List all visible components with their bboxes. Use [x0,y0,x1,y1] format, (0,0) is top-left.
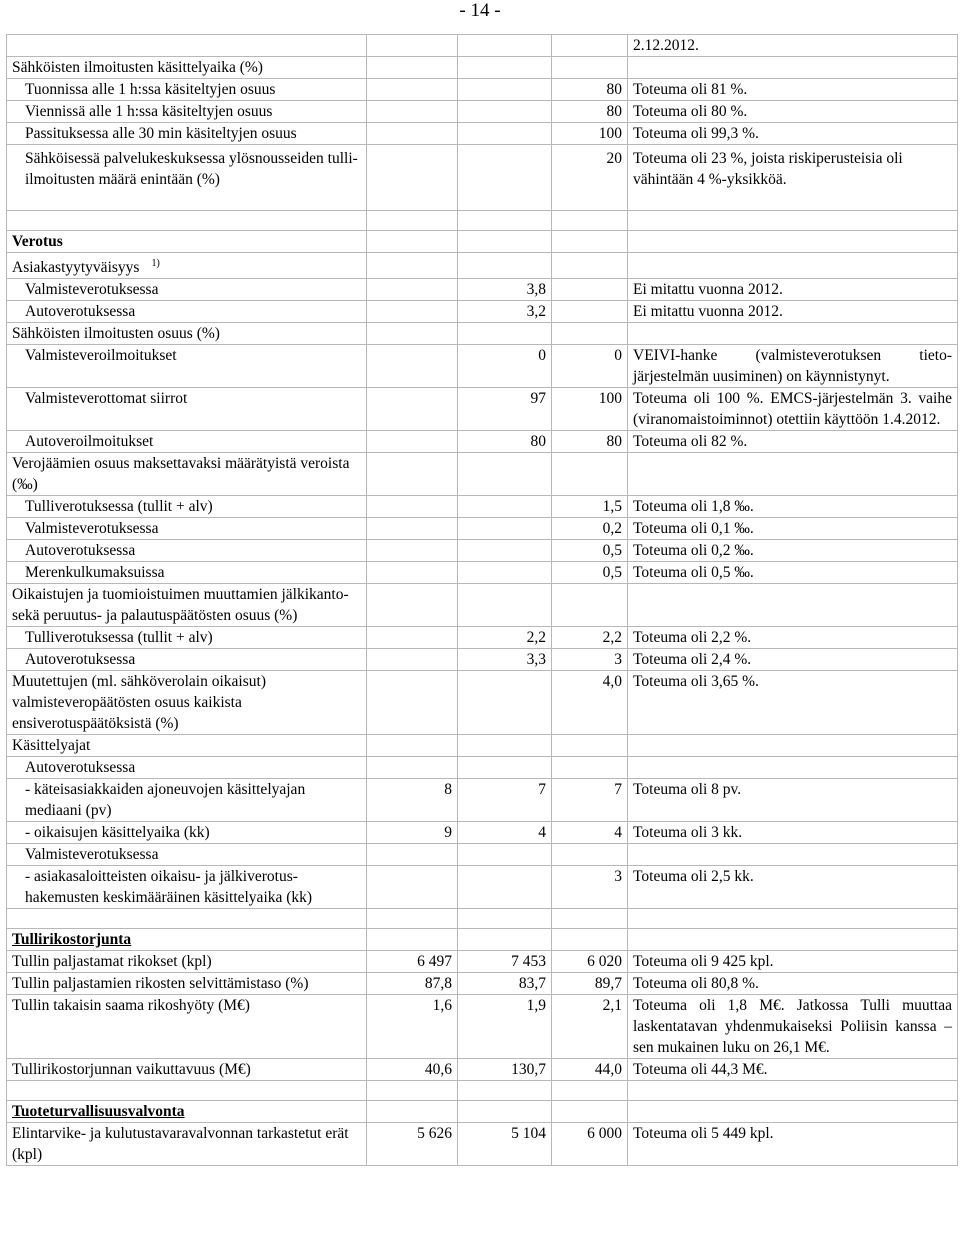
table-row [7,671,958,735]
comment: Toteuma oli 2,2 %. [628,627,958,649]
comment: Toteuma oli 2,5 kk. [628,866,958,909]
subheader-row [7,323,958,345]
row-label: Tuonnissa alle 1 h:ssa käsiteltyjen osuus [7,79,367,101]
footnote-marker: 1) [151,258,160,269]
target-value: 6 000 [552,1123,628,1166]
table-row [7,995,958,1059]
section-title: Tullirikostorjunta [7,929,367,951]
value-2011: 97 [458,388,552,431]
value-2010: 1,6 [367,995,458,1059]
row-label: Autoveroilmoitukset [7,431,367,453]
value-2011: 7 453 [458,951,552,973]
target-value: 2,1 [552,995,628,1059]
value-2011: 2,2 [458,627,552,649]
row-label: Muutettujen (ml. sähköverolain oikaisut) valmisteveropäätösten osuus kaikista ensiverotuspäätöksistä (%) [7,671,367,735]
section-title-row [7,1101,958,1123]
value-2011: 1,9 [458,995,552,1059]
comment: Toteuma oli 99,3 %. [628,123,958,145]
comment: Toteuma oli 80,8 %. [628,973,958,995]
subheader-row [7,584,958,627]
table-row [7,301,958,323]
comment: Toteuma oli 81 %. [628,79,958,101]
value-2010: 6 497 [367,951,458,973]
row-label: Valmisteverotuksessa [7,518,367,540]
table-row [7,866,958,909]
value-2010: 9 [367,822,458,844]
section-title-row [7,231,958,253]
comment: Toteuma oli 80 %. [628,101,958,123]
comment: Toteuma oli 82 %. [628,431,958,453]
value-2010: 40,6 [367,1059,458,1081]
row-label: Elintarvike- ja kulutustavaravalvonnan tarkastetut erät (kpl) [7,1123,367,1166]
comment: Ei mitattu vuonna 2012. [628,301,958,323]
row-label: Valmisteverottomat siirrot [7,388,367,431]
subheader-label: Sähköisten ilmoitusten osuus (%) [7,323,367,345]
row-label: Passituksessa alle 30 min käsiteltyjen osuus [7,123,367,145]
row-label: Merenkulkumaksuissa [7,562,367,584]
comment: Toteuma oli 5 449 kpl. [628,1123,958,1166]
target-value: 3 [552,866,628,909]
comment: Toteuma oli 0,2 ‰. [628,540,958,562]
row-label: Tulliverotuksessa (tullit + alv) [7,496,367,518]
comment: Toteuma oli 1,8 ‰. [628,496,958,518]
section-title: Verotus [7,231,367,253]
comment: Toteuma oli 3 kk. [628,822,958,844]
target-value: 100 [552,123,628,145]
target-value: 0,5 [552,562,628,584]
spacer-row [7,1081,958,1101]
target-value: 0,5 [552,540,628,562]
comment: Toteuma oli 44,3 M€. [628,1059,958,1081]
table-row [7,123,958,145]
table-row [7,279,958,301]
target-value: 1,5 [552,496,628,518]
section-title: Tuoteturvallisuusvalvonta [7,1101,367,1123]
subheader-row [7,757,958,779]
spacer-row [7,211,958,231]
comment: Toteuma oli 100 %. EMCS-järjestelmän 3. vaihe (viranomaistoiminnot) otettiin käyttöön 1.4.2012. [628,388,958,431]
table-row [7,388,958,431]
date-row [7,35,958,57]
table-row [7,649,958,671]
row-label: Autoverotuksessa [7,540,367,562]
row-label: - oikaisujen käsittelyaika (kk) [7,822,367,844]
comment: Toteuma oli 1,8 M€. Jatkossa Tulli muuttaa laskentatavan yhdenmukaiseksi Poliisin kanssa – sen mukainen luku on 26,1 M€. [628,995,958,1059]
table-row [7,518,958,540]
table-row [7,496,958,518]
table-row [7,1123,958,1166]
value-2011: 3,3 [458,649,552,671]
table-row [7,627,958,649]
row-label: Tullin takaisin saama rikoshyöty (M€) [7,995,367,1059]
table-row [7,951,958,973]
comment: Toteuma oli 0,1 ‰. [628,518,958,540]
value-2011: 0 [458,345,552,388]
table-row [7,1059,958,1081]
target-value: 7 [552,779,628,822]
target-value: 20 [552,145,628,211]
section-title-row [7,929,958,951]
subheader-row [7,253,958,279]
table-row [7,431,958,453]
target-value: 80 [552,79,628,101]
row-label: Viennissä alle 1 h:ssa käsiteltyjen osuus [7,101,367,123]
section-header-row [7,57,958,79]
value-2011: 83,7 [458,973,552,995]
spacer-row [7,909,958,929]
subheader-label: Käsittelyajat [7,735,367,757]
value-2010: 87,8 [367,973,458,995]
row-label: - asiakasaloitteisten oikaisu- ja jälkiverotus-hakemusten keskimääräinen käsittelyaika (kk) [7,866,367,909]
row-label: Autoverotuksessa [7,301,367,323]
value-2011: 5 104 [458,1123,552,1166]
subheader-label: Verojäämien osuus maksettavaksi määrätyistä veroista (‰) [7,453,367,496]
subheader-label: Asiakastyytyväisyys [12,259,140,276]
comment: Toteuma oli 9 425 kpl. [628,951,958,973]
section-label: Sähköisten ilmoitusten käsittelyaika (%) [7,57,367,79]
row-label: Autoverotuksessa [7,649,367,671]
subheader-row [7,844,958,866]
target-value: 100 [552,388,628,431]
target-value: 0,2 [552,518,628,540]
comment: Toteuma oli 3,65 %. [628,671,958,735]
table-row [7,79,958,101]
table-row [7,973,958,995]
table-row [7,779,958,822]
row-label: Tullin paljastamien rikosten selvittämistaso (%) [7,973,367,995]
table-row [7,101,958,123]
document-date: 2.12.2012. [628,35,958,57]
comment: Toteuma oli 8 pv. [628,779,958,822]
subheader-label: Valmisteverotuksessa [7,844,367,866]
value-2011: 80 [458,431,552,453]
row-label: Valmisteverotuksessa [7,279,367,301]
value-2011: 7 [458,779,552,822]
subheader-row [7,735,958,757]
value-2011: 3,8 [458,279,552,301]
subheader-label: Autoverotuksessa [7,757,367,779]
target-value: 6 020 [552,951,628,973]
target-value: 3 [552,649,628,671]
row-label: Tullin paljastamat rikokset (kpl) [7,951,367,973]
table-row [7,145,958,211]
row-label: Tullirikostorjunnan vaikuttavuus (M€) [7,1059,367,1081]
value-2011: 130,7 [458,1059,552,1081]
table-row [7,562,958,584]
comment: Toteuma oli 23 %, joista riskiperusteisia oli vähintään 4 %-yksikköä. [628,145,958,211]
target-value: 80 [552,101,628,123]
value-2011: 3,2 [458,301,552,323]
target-value: 44,0 [552,1059,628,1081]
target-value: 80 [552,431,628,453]
row-label: - käteisasiakkaiden ajoneuvojen käsittelyajan mediaani (pv) [7,779,367,822]
target-value: 4 [552,822,628,844]
target-value: 89,7 [552,973,628,995]
row-label: Valmisteveroilmoitukset [7,345,367,388]
subheader-label: Oikaistujen ja tuomioistuimen muuttamien jälkikanto- sekä peruutus- ja palautuspäätösten osuus (%) [7,584,367,627]
table-row [7,540,958,562]
table-row [7,822,958,844]
comment: Toteuma oli 0,5 ‰. [628,562,958,584]
row-label: Sähköisessä palvelukeskuksessa ylösnousseiden tulli-ilmoitusten määrä enintään (%) [7,145,367,211]
value-2011: 4 [458,822,552,844]
comment: Ei mitattu vuonna 2012. [628,279,958,301]
comment: Toteuma oli 2,4 %. [628,649,958,671]
comment: VEIVI-hanke (valmisteverotuksen tietojärjestelmän uusiminen) on käynnistynyt. [628,345,958,388]
target-value: 4,0 [552,671,628,735]
value-2010: 5 626 [367,1123,458,1166]
page-number: - 14 - [459,0,501,21]
value-2010: 8 [367,779,458,822]
performance-table [6,34,958,1166]
table-row [7,345,958,388]
subheader-row [7,453,958,496]
target-value: 0 [552,345,628,388]
row-label: Tulliverotuksessa (tullit + alv) [7,627,367,649]
target-value: 2,2 [552,627,628,649]
